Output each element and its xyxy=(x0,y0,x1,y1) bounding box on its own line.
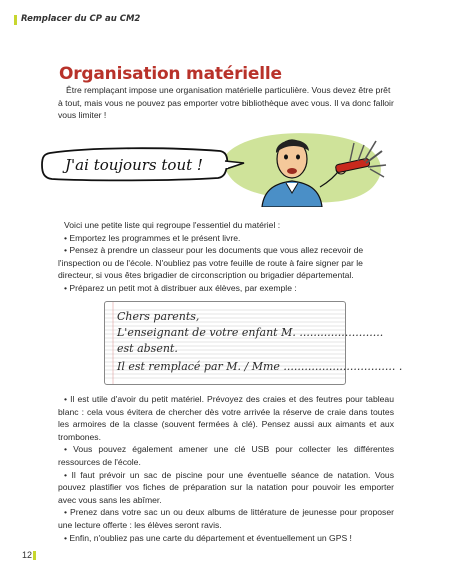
page-title: Organisation matérielle xyxy=(59,64,282,84)
note-line-replacement: Il est remplacé par M. / Mme ................................ . xyxy=(117,360,403,373)
material-list-continued xyxy=(58,393,394,544)
list-item: • Emportez les programmes et le présent livre. xyxy=(64,232,241,243)
list-item: • Préparez un petit mot à distribuer aux élèves, par exemple : xyxy=(64,282,297,293)
list-item: • Enfin, n'oubliez pas une carte du département et éventuellement un GPS ! xyxy=(64,532,352,543)
intro-paragraph: Être remplaçant impose une organisation matérielle particulière. Vous devez être prêt à tout, mais vous ne pouvez pas emporter votre bibliothèque avec vous. Il va donc falloir vous limiter ! xyxy=(58,85,394,121)
speech-text: J'ai toujours tout ! xyxy=(65,156,203,174)
speech-bubble xyxy=(42,148,244,180)
list-item: • Vous pouvez également amener une clé USB pour collecter les différentes ressources de l'école. xyxy=(58,444,394,467)
list-item: • Il est utile d'avoir du petit matériel. Prévoyez des craies et des feutres pour tableau blanc : cela vous évitera de chercher dès votre arrivée la réserve de craie dans toutes les armoires de la classe (souvent fermées à clé). Pensez aussi aux aimants et aux trombones. xyxy=(58,394,394,442)
parent-note-card xyxy=(104,301,403,385)
note-line-absent: est absent. xyxy=(117,342,178,355)
note-line-teacher: L'enseignant de votre enfant M. ........................ xyxy=(117,326,384,339)
page-number-accent-bar xyxy=(33,551,36,560)
list-item: • Pensez à prendre un classeur pour les documents que vous allez recevoir de l'inspection ou de l'école. N'oubliez pas votre feuille de route à faire signer par le directeur, si vous êtes brigadier de circonscription ou brigadier départemental. xyxy=(58,245,364,281)
list-intro: Voici une petite liste qui regroupe l'essentiel du matériel : xyxy=(64,220,281,230)
header-section-label: Remplacer du CP au CM2 xyxy=(21,14,141,24)
note-line-greeting: Chers parents, xyxy=(117,310,200,323)
list-item: • Prenez dans votre sac un ou deux albums de littérature de jeunesse pour proposer une lecture offerte : les élèves seront ravis. xyxy=(58,507,394,530)
header-accent-bar xyxy=(14,15,17,25)
material-list xyxy=(58,219,394,295)
page-number: 12 xyxy=(22,550,33,560)
list-item: • Il faut prévoir un sac de piscine pour une éventuelle séance de natation. Vous pouvez plastifier vos fiches de préparation sur la natation pour pouvoir les emporter avec vous sans les abîmer. xyxy=(58,469,394,505)
illustration-teacher-with-swiss-knife xyxy=(30,125,390,207)
